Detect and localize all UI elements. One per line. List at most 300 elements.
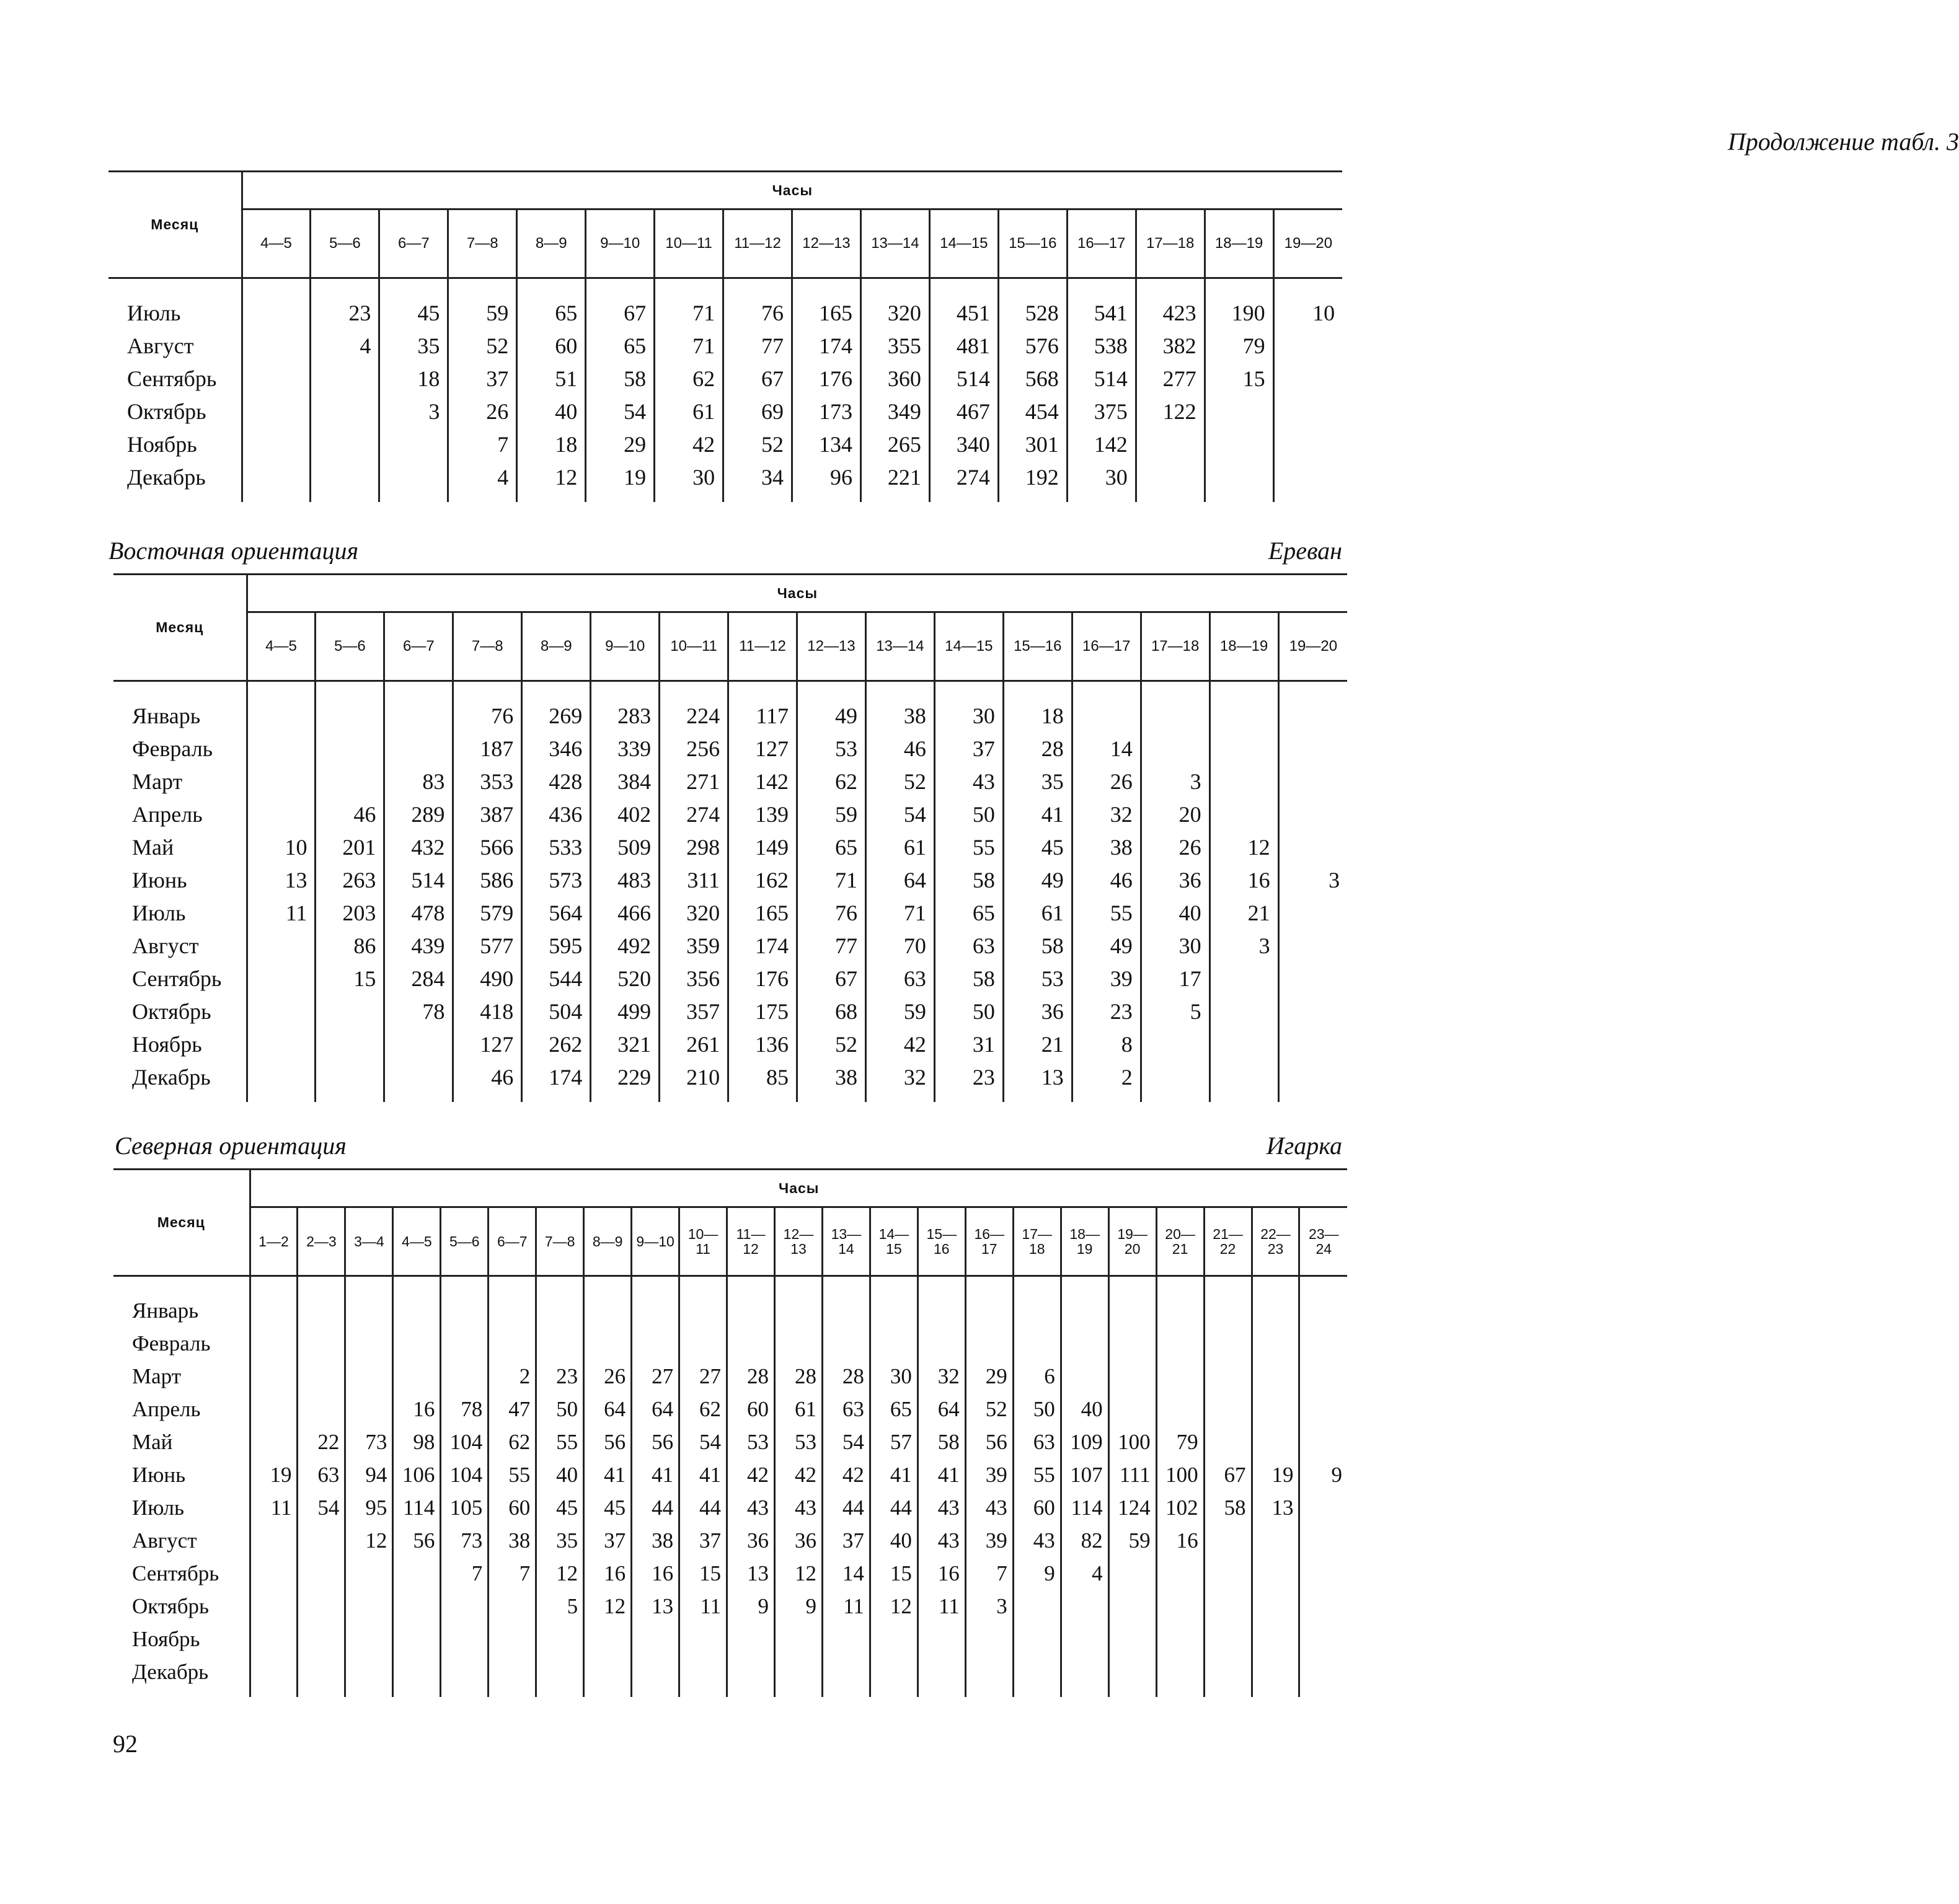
table-cell: 35 [536, 1524, 584, 1557]
table-cell [1141, 699, 1209, 732]
table-cell: 418 [453, 995, 522, 1028]
table-cell: 481 [929, 329, 998, 362]
table-cell: 3 [1278, 863, 1347, 896]
hour-column-header: 19—20 [1278, 612, 1347, 681]
table-cell: 13 [1003, 1060, 1072, 1093]
hour-label-bottom: 21 [1172, 1241, 1188, 1257]
table-cell: 63 [822, 1393, 870, 1426]
table-cell: 12 [536, 1557, 584, 1590]
table-cell: 32 [918, 1360, 965, 1393]
table-cell: 355 [860, 329, 929, 362]
table-cell: 59 [797, 798, 866, 831]
table-cell [250, 1360, 298, 1393]
hour-column-header [822, 1207, 870, 1276]
table-cell: 50 [1013, 1393, 1061, 1426]
table-cell: 35 [379, 329, 448, 362]
hour-column-header: 8—9 [517, 209, 586, 278]
table-cell [536, 1655, 584, 1688]
table-cell: 61 [865, 831, 934, 863]
table-cell: 12 [1209, 831, 1278, 863]
hour-column-header: 8—9 [522, 612, 591, 681]
table-row [113, 1393, 1347, 1426]
table-cell: 2 [489, 1360, 536, 1393]
table-cell: 311 [660, 863, 728, 896]
table-cell: 210 [660, 1060, 728, 1093]
table-cell [250, 1590, 298, 1623]
hour-label-bottom: 13 [790, 1241, 807, 1257]
table-cell: 52 [723, 428, 792, 461]
table-cell [441, 1294, 489, 1327]
hour-column-header [393, 1207, 441, 1276]
table-cell: 11 [250, 1491, 298, 1524]
table-cell [489, 1623, 536, 1655]
table-cell: 16 [393, 1393, 441, 1426]
table-cell [1299, 1426, 1347, 1458]
table-2 [113, 573, 1347, 1102]
table-cell [1156, 1623, 1204, 1655]
hour-label-top: 22— [1260, 1226, 1291, 1242]
table-cell: 454 [998, 395, 1067, 428]
table-cell [247, 1060, 316, 1093]
hour-label-bottom: 24 [1316, 1241, 1332, 1257]
table-cell: 52 [797, 1028, 866, 1060]
table-cell: 65 [797, 831, 866, 863]
hour-column-header [918, 1207, 965, 1276]
table-cell: 56 [632, 1426, 679, 1458]
table-cell [1108, 1655, 1156, 1688]
month-name: Ноябрь [127, 431, 197, 457]
table-cell [1299, 1491, 1347, 1524]
month-name: Март [132, 769, 183, 794]
table-cell: 40 [1061, 1393, 1108, 1426]
table-cell [1108, 1294, 1156, 1327]
table-cell: 45 [379, 296, 448, 329]
table-cell [584, 1327, 632, 1360]
table-cell: 3 [965, 1590, 1013, 1623]
table-cell: 71 [655, 296, 723, 329]
table-cell: 573 [522, 863, 591, 896]
table-cell: 26 [584, 1360, 632, 1393]
table-cell [822, 1655, 870, 1688]
table-cell [250, 1524, 298, 1557]
table-cell: 63 [1013, 1426, 1061, 1458]
hour-column-header [345, 1207, 393, 1276]
table-cell: 58 [934, 863, 1003, 896]
hour-label-top: 4—5 [402, 1233, 432, 1250]
table-cell [1252, 1327, 1299, 1360]
hour-label-bottom: 20 [1124, 1241, 1141, 1257]
table-cell: 63 [865, 962, 934, 995]
table-cell [1108, 1360, 1156, 1393]
table-cell: 100 [1108, 1426, 1156, 1458]
month-name: Май [132, 834, 174, 860]
hour-column-header: 14—15 [929, 209, 998, 278]
table-cell: 55 [489, 1458, 536, 1491]
table-cell [822, 1623, 870, 1655]
table-cell: 349 [860, 395, 929, 428]
table-cell [1278, 798, 1347, 831]
table-cell: 50 [934, 798, 1003, 831]
table-cell: 221 [860, 461, 929, 493]
table-cell [536, 1327, 584, 1360]
table-cell: 19 [250, 1458, 298, 1491]
table-cell: 165 [728, 896, 797, 929]
table-cell [1252, 1623, 1299, 1655]
table-cell [311, 428, 379, 461]
table-cell: 64 [632, 1393, 679, 1426]
table-cell [489, 1294, 536, 1327]
table-cell: 59 [865, 995, 934, 1028]
month-name: Август [127, 333, 194, 358]
table-cell [345, 1623, 393, 1655]
table-cell [1209, 798, 1278, 831]
table-cell [489, 1327, 536, 1360]
continuation-label: Продолжение табл. 3 [1727, 128, 1959, 156]
table-cell [1299, 1623, 1347, 1655]
table-cell [393, 1294, 441, 1327]
hour-label-bottom: 14 [838, 1241, 854, 1257]
table-cell: 61 [1003, 896, 1072, 929]
table-cell: 12 [345, 1524, 393, 1557]
table-cell [1204, 1294, 1252, 1327]
table-cell: 382 [1136, 329, 1205, 362]
table-cell [965, 1623, 1013, 1655]
table-cell: 149 [728, 831, 797, 863]
table-cell [384, 732, 453, 765]
hour-column-header: 18—19 [1209, 612, 1278, 681]
table-cell [1136, 428, 1205, 461]
table-cell: 11 [247, 896, 316, 929]
table-cell: 564 [522, 896, 591, 929]
table-cell: 23 [311, 296, 379, 329]
table-cell [242, 329, 311, 362]
table-cell [250, 1623, 298, 1655]
table-cell [316, 732, 384, 765]
table-cell [489, 1655, 536, 1688]
hour-column-header: 17—18 [1141, 612, 1209, 681]
table-cell [774, 1294, 822, 1327]
table-cell [441, 1623, 489, 1655]
table-cell: 16 [1209, 863, 1278, 896]
hour-column-header [298, 1207, 345, 1276]
month-name: Январь [132, 703, 201, 728]
hour-label-top: 7—8 [544, 1233, 575, 1250]
table-cell: 58 [918, 1426, 965, 1458]
table-cell [247, 765, 316, 798]
hour-column-header: 15—16 [1003, 612, 1072, 681]
table-cell [242, 362, 311, 395]
hour-label-top: 20— [1165, 1226, 1195, 1242]
table-cell: 77 [797, 929, 866, 962]
table-cell [1204, 1655, 1252, 1688]
table-cell [1278, 1028, 1347, 1060]
table-row [113, 1426, 1347, 1458]
table-cell: 568 [998, 362, 1067, 395]
table-cell: 528 [998, 296, 1067, 329]
table-cell: 29 [965, 1360, 1013, 1393]
table-cell: 67 [797, 962, 866, 995]
table-cell: 63 [298, 1458, 345, 1491]
table-cell [1156, 1327, 1204, 1360]
table-row [108, 395, 1342, 428]
table-cell: 49 [1072, 929, 1141, 962]
table-cell: 57 [870, 1426, 918, 1458]
table-cell: 38 [489, 1524, 536, 1557]
table-cell: 124 [1108, 1491, 1156, 1524]
table-cell [1278, 896, 1347, 929]
table-cell: 5 [536, 1590, 584, 1623]
table-cell: 3 [1141, 765, 1209, 798]
hour-label-bottom: 17 [981, 1241, 997, 1257]
table-cell [345, 1294, 393, 1327]
table-cell: 192 [998, 461, 1067, 493]
table-cell: 54 [822, 1426, 870, 1458]
table-row [113, 831, 1347, 863]
table-cell: 41 [918, 1458, 965, 1491]
table-cell: 139 [728, 798, 797, 831]
table-cell: 56 [393, 1524, 441, 1557]
table-cell [965, 1655, 1013, 1688]
table-cell: 261 [660, 1028, 728, 1060]
table-cell: 42 [655, 428, 723, 461]
table-cell: 71 [655, 329, 723, 362]
table-cell: 53 [774, 1426, 822, 1458]
hour-column-header [1061, 1207, 1108, 1276]
hour-label-top: 9—10 [636, 1233, 674, 1250]
hour-column-header: 7—8 [448, 209, 517, 278]
table-cell: 9 [1013, 1557, 1061, 1590]
table-cell: 27 [632, 1360, 679, 1393]
table-cell: 13 [632, 1590, 679, 1623]
table-cell: 56 [584, 1426, 632, 1458]
table-cell [298, 1393, 345, 1426]
table-cell [1204, 1426, 1252, 1458]
table-cell [1278, 732, 1347, 765]
table-cell: 514 [384, 863, 453, 896]
table-cell [1108, 1557, 1156, 1590]
table-cell [1209, 962, 1278, 995]
table-cell: 64 [584, 1393, 632, 1426]
table-cell: 62 [797, 765, 866, 798]
month-name: Апрель [132, 801, 203, 827]
table-cell: 492 [591, 929, 660, 962]
hour-column-header: 7—8 [453, 612, 522, 681]
hour-label-top: 1—2 [259, 1233, 289, 1250]
table-cell [345, 1655, 393, 1688]
table-cell: 509 [591, 831, 660, 863]
table-cell: 174 [522, 1060, 591, 1093]
table-cell [247, 798, 316, 831]
table-row [113, 699, 1347, 732]
table-cell [679, 1623, 727, 1655]
table-cell: 173 [792, 395, 861, 428]
table-cell: 353 [453, 765, 522, 798]
table-cell: 78 [441, 1393, 489, 1426]
table-cell: 466 [591, 896, 660, 929]
table-cell: 104 [441, 1458, 489, 1491]
month-name: Февраль [132, 1331, 211, 1355]
table-cell: 19 [586, 461, 655, 493]
table-cell [1156, 1590, 1204, 1623]
table-cell: 40 [536, 1458, 584, 1491]
table-cell: 203 [316, 896, 384, 929]
table-cell: 53 [1003, 962, 1072, 995]
month-name: Июль [132, 900, 186, 925]
table-cell [298, 1327, 345, 1360]
table-cell: 428 [522, 765, 591, 798]
table-cell [1252, 1524, 1299, 1557]
table-cell: 11 [679, 1590, 727, 1623]
table-cell: 43 [774, 1491, 822, 1524]
table-cell: 30 [1141, 929, 1209, 962]
table-cell: 7 [489, 1557, 536, 1590]
table-cell: 43 [1013, 1524, 1061, 1557]
hour-column-header: 10—11 [655, 209, 723, 278]
table-cell: 339 [591, 732, 660, 765]
table-cell: 357 [660, 995, 728, 1028]
hour-column-header: 5—6 [311, 209, 379, 278]
table-cell: 14 [822, 1557, 870, 1590]
hour-column-header [1299, 1207, 1347, 1276]
hour-column-header: 17—18 [1136, 209, 1205, 278]
hour-column-header: 5—6 [316, 612, 384, 681]
table-cell: 4 [448, 461, 517, 493]
table-cell: 29 [586, 428, 655, 461]
table-cell: 32 [865, 1060, 934, 1093]
table-cell: 11 [822, 1590, 870, 1623]
table-cell: 62 [655, 362, 723, 395]
table-cell [316, 995, 384, 1028]
table-cell [250, 1557, 298, 1590]
table-cell: 15 [316, 962, 384, 995]
section-3-city: Игарка [1266, 1132, 1342, 1160]
table-cell: 504 [522, 995, 591, 1028]
table-cell: 13 [247, 863, 316, 896]
table-cell: 566 [453, 831, 522, 863]
table-cell [1299, 1360, 1347, 1393]
table-cell: 100 [1156, 1458, 1204, 1491]
table-cell: 21 [1209, 896, 1278, 929]
hour-label-bottom: 11 [696, 1241, 710, 1257]
table-cell: 16 [918, 1557, 965, 1590]
hour-column-header: 12—13 [792, 209, 861, 278]
table-cell: 104 [441, 1426, 489, 1458]
table-cell [918, 1327, 965, 1360]
table-cell: 165 [792, 296, 861, 329]
table-row [113, 1655, 1347, 1688]
table-cell [311, 362, 379, 395]
table-cell: 78 [384, 995, 453, 1028]
table-cell: 38 [1072, 831, 1141, 863]
table-cell [679, 1327, 727, 1360]
table-cell [1061, 1294, 1108, 1327]
hour-column-header: 13—14 [860, 209, 929, 278]
table-cell: 58 [1003, 929, 1072, 962]
hour-label-bottom: 16 [934, 1241, 950, 1257]
hour-label-bottom: 12 [743, 1241, 759, 1257]
table-cell [298, 1557, 345, 1590]
table-cell [441, 1590, 489, 1623]
table-cell: 76 [453, 699, 522, 732]
table-cell [1204, 1393, 1252, 1426]
table-row [113, 1294, 1347, 1327]
table-cell: 28 [727, 1360, 775, 1393]
month-name: Сентябрь [132, 1561, 219, 1585]
table-cell: 49 [1003, 863, 1072, 896]
table-row [113, 1590, 1347, 1623]
table-cell [489, 1590, 536, 1623]
table-cell: 39 [965, 1458, 1013, 1491]
table-cell [1013, 1294, 1061, 1327]
table-row [113, 732, 1347, 765]
table-cell [1209, 1028, 1278, 1060]
table-cell: 514 [1067, 362, 1136, 395]
table-cell [774, 1655, 822, 1688]
table-cell: 224 [660, 699, 728, 732]
table-cell [1299, 1655, 1347, 1688]
hour-column-header [489, 1207, 536, 1276]
table-cell: 423 [1136, 296, 1205, 329]
table-cell [1108, 1623, 1156, 1655]
month-name: Ноябрь [132, 1031, 202, 1057]
table-cell: 54 [679, 1426, 727, 1458]
table-cell: 95 [345, 1491, 393, 1524]
table-cell: 65 [517, 296, 586, 329]
table-cell: 36 [727, 1524, 775, 1557]
table-cell: 520 [591, 962, 660, 995]
table-cell: 13 [727, 1557, 775, 1590]
table-cell: 94 [345, 1458, 393, 1491]
table-cell: 40 [517, 395, 586, 428]
month-name: Октябрь [132, 1593, 210, 1618]
table-cell: 82 [1061, 1524, 1108, 1557]
table-cell: 346 [522, 732, 591, 765]
table-cell: 56 [965, 1426, 1013, 1458]
table-cell: 62 [679, 1393, 727, 1426]
table-cell: 17 [1141, 962, 1209, 995]
table-cell [536, 1623, 584, 1655]
table-cell: 301 [998, 428, 1067, 461]
table-cell [1204, 1360, 1252, 1393]
month-name: Декабрь [132, 1659, 209, 1684]
hour-label-top: 6—7 [497, 1233, 528, 1250]
section-2-orientation: Восточная ориентация [108, 537, 359, 565]
table-cell: 298 [660, 831, 728, 863]
table-cell: 40 [1141, 896, 1209, 929]
table-cell: 265 [860, 428, 929, 461]
table-cell [316, 699, 384, 732]
table-cell: 59 [1108, 1524, 1156, 1557]
table-cell: 65 [586, 329, 655, 362]
table-cell: 55 [1072, 896, 1141, 929]
table-cell: 50 [934, 995, 1003, 1028]
table-cell: 37 [448, 362, 517, 395]
table-cell [242, 395, 311, 428]
month-name: Август [132, 933, 199, 958]
hour-label-bottom: 23 [1267, 1241, 1284, 1257]
hour-column-header [1108, 1207, 1156, 1276]
table-cell: 43 [918, 1524, 965, 1557]
table-cell: 42 [774, 1458, 822, 1491]
table-cell [1156, 1557, 1204, 1590]
table-cell [727, 1655, 775, 1688]
hour-column-header: 4—5 [242, 209, 311, 278]
table-cell [1278, 1060, 1347, 1093]
table-cell: 37 [584, 1524, 632, 1557]
table-cell [1141, 1060, 1209, 1093]
table-cell: 19 [1252, 1458, 1299, 1491]
table-cell: 127 [728, 732, 797, 765]
